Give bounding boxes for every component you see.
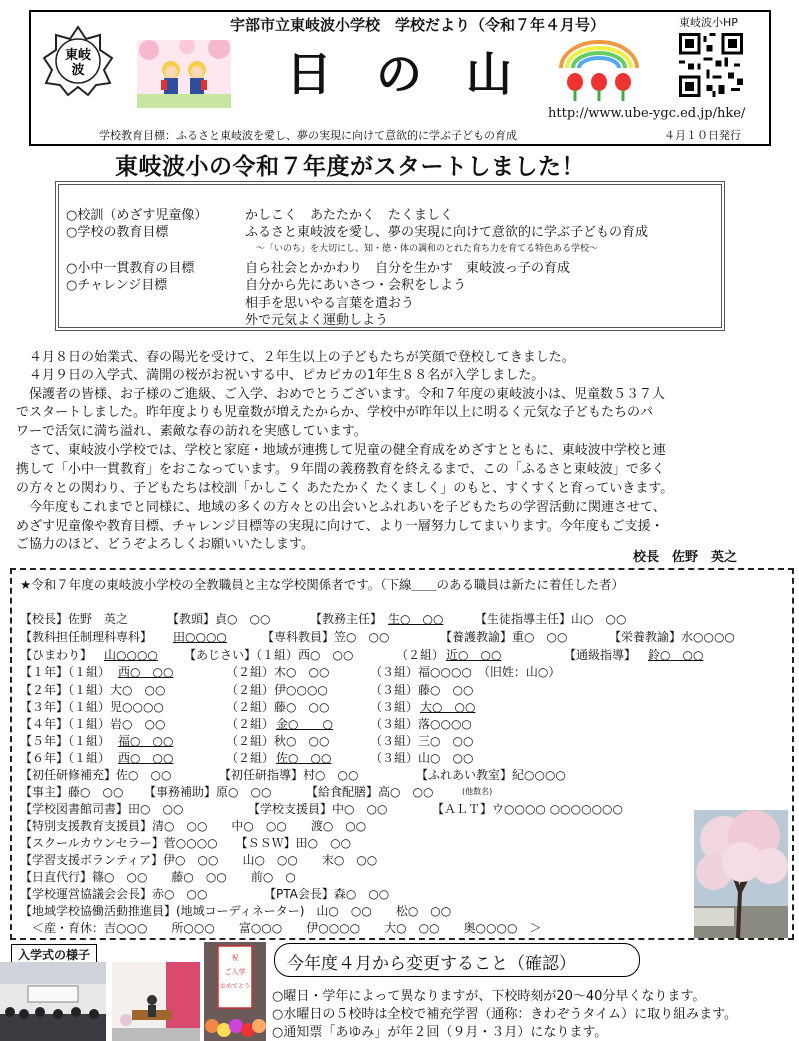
ceremony-label: 入学式の様子	[11, 944, 97, 965]
homepage-label: 東岐波小HP	[679, 16, 738, 29]
staff-entry-new: 近○ ○○	[446, 648, 502, 662]
staff-entry-new: 西○ ○○	[118, 751, 174, 765]
staff-entry: 【ひまわり】	[20, 648, 93, 662]
staff-entry: 【１年】（１組）	[20, 665, 111, 679]
unified-goal: 自ら社会とかかわり 自分を生かす 東岐波っ子の育成	[245, 261, 571, 276]
staff-note: (他数名)	[462, 787, 493, 796]
svg-text:祝: 祝	[231, 954, 239, 962]
body-line: めざす児童像や教育目標、チャレンジ目標等の実現に向けて、より一層努力してまいります。今年度もご支援・	[16, 519, 664, 534]
change-item: ○曜日・学年によって異なりますが、下校時刻が20～40分早くなります。	[272, 989, 706, 1004]
staff-entry: 【校長】佐野 英之	[20, 612, 129, 626]
body-line: でスタートしました。昨年度よりも児童数が増えたからか、学校中が昨年以上に明るく元気な子どもたちのパ	[16, 405, 654, 420]
svg-text:東岐: 東岐	[64, 48, 92, 63]
staff-entry: （３組）落○○○○	[370, 717, 472, 731]
staff-entry: 【教科担任制理科専科】	[20, 630, 153, 644]
issue-date: ４月１０日発行	[664, 129, 741, 142]
headline: 東岐波小の令和７年度がスタートしました！	[115, 154, 585, 180]
staff-entry: 【専科教員】笠○ ○○	[262, 630, 390, 644]
staff-entry: （２組）秋○ ○○	[226, 734, 330, 748]
staff-entry: 【日直代行】篠○ ○○ 藤○ ○○ 前○ ○	[20, 870, 296, 884]
staff-entry: 【５年】（１組）	[20, 734, 111, 748]
staff-entry-new: 山○○○○	[104, 648, 158, 662]
school-goal-line: 学校教育目標：ふるさと東岐波を愛し、夢の実現に向けて意欲的に学ぶ子どもの育成	[99, 129, 517, 142]
body-line: ４月９日の入学式、満開の桜がお祝いする中、ピカピカの1年生８８名が入学しました。	[16, 368, 545, 383]
school-url[interactable]: http://www.ube-ygc.ed.jp/hke/	[548, 106, 746, 121]
staff-entry: （２組）木○ ○○	[226, 665, 330, 679]
staff-entry: 【栄養教諭】水○○○○	[609, 630, 735, 644]
body-line: 保護者の皆様、お子様のご進級、ご入学、おめでとうございます。令和７年度の東岐波小は、児童数５３７人	[16, 387, 665, 402]
staff-entry: 【学校支援員】中○ ○○	[248, 802, 388, 816]
staff-entry: 【学習支援ボランティア】伊○ ○○ 山○ ○○ 末○ ○○	[20, 853, 378, 867]
celebration-sign-photo	[204, 942, 266, 1041]
staff-entry: 【地域学校協働活動推進員】(地域コーディネーター) 山○ ○○ 松○ ○○	[20, 904, 452, 918]
publisher-line: 宇部市立東岐波小学校 学校だより（令和７年４月号）	[230, 16, 606, 34]
staff-entry-new: 佐○ ○○	[276, 751, 332, 765]
staff-entry: 【６年】（１組）	[20, 751, 111, 765]
school-goal: ふるさと東岐波を愛し、夢の実現に向けて意欲的に学ぶ子どもの育成	[245, 225, 649, 240]
staff-entry: （２組）	[396, 648, 445, 662]
svg-text:ご入学: ご入学	[224, 968, 246, 976]
body-line: の方々との関わり、子どもたちは校訓「かしこく あたたかく たくましく」のもと、すくすくと育っていきます。	[16, 481, 674, 496]
body-line: 今年度もこれまでと同様に、地域の多くの方々との出会いとふれあいを子どもたちの学習活動に関連させて、	[16, 500, 666, 515]
staff-entry: 【ＡＬＴ】ウ○○○○ ○○○○○○○	[432, 802, 623, 816]
unified-label: ○小中一貫教育の目標	[66, 261, 195, 276]
challenge-item: 外で元気よく運動しよう	[245, 313, 389, 328]
svg-text:おめでとう: おめでとう	[219, 983, 251, 990]
challenge-item: 相手を思いやる言葉を遣おう	[245, 296, 415, 311]
motto: かしこく あたたかく たくましく	[245, 208, 454, 223]
staff-entry: （３組）藤○ ○○	[370, 683, 474, 697]
staff-entry: 【初任研修補充】佐○ ○○	[20, 768, 172, 782]
principal-signature: 校長 佐野 英之	[633, 550, 738, 565]
staff-entry: （２組）	[226, 717, 275, 731]
motto-label: ○校訓（めざす児童像）	[66, 208, 208, 223]
entrance-ceremony-photo	[0, 962, 106, 1041]
staff-entry: 【初任研指導】村○ ○○	[219, 768, 359, 782]
body-line: さて、東岐波小学校では、学校と家庭・地域が連携して児童の健全育成をめざすとともに、東岐波中学校と連	[16, 443, 666, 458]
staff-entry: （２組）藤○ ○○	[226, 700, 330, 714]
challenge-item: 自分から先にあいさつ・会釈をしよう	[245, 278, 467, 293]
staff-entry: （２組）伊○○○○	[226, 683, 328, 697]
staff-entry-new: 鈴○ ○○	[648, 648, 704, 662]
change-item: ○通知票「あゆみ」が年２回（９月・３月）になります。	[272, 1025, 608, 1040]
staff-entry: 【生徒指導主任】山○ ○○	[475, 612, 627, 626]
staff-entry: （３組）	[370, 700, 419, 714]
staff-entry: 【あじさい】（１組）西○ ○○	[184, 648, 354, 662]
staff-entry: 【PTA会長】森○ ○○	[264, 887, 390, 901]
staff-entry-new: 大○ ○○	[420, 700, 476, 714]
staff-entry: 【スクールカウンセラー】菅○○○○ 【ＳＳＷ】田○ ○○	[20, 836, 352, 850]
changes-title: 今年度４月から変更すること（確認）	[287, 954, 576, 974]
staff-entry: 【教頭】貞○ ○○	[167, 612, 271, 626]
staff-entry: （２組）	[226, 751, 275, 765]
school-goal-label: ○学校の教育目標	[66, 225, 169, 240]
staff-entry: 【通級指導】	[564, 648, 637, 662]
staff-entry: 【教務主任】	[310, 612, 383, 626]
staff-entry-new: 田○○○○	[173, 630, 227, 644]
staff-entry: 【事主】藤○ ○○	[20, 785, 124, 799]
body-line: ご協力のほど、どうぞよろしくお願いいたします。	[16, 537, 314, 552]
staff-intro: ★令和７年度の東岐波小学校の全教職員と主な学校関係者です。（下線＿＿のある職員は新たに着任した者）	[20, 577, 624, 592]
challenge-label: ○チャレンジ目標	[66, 278, 168, 293]
staff-entry: 【養護教諭】重○ ○○	[440, 630, 568, 644]
body-line: 携して「小中一貫教育」をおこなっています。９年間の義務教育を終えるまで、この「ふるさと東岐波」で多く	[16, 462, 665, 477]
qr-code[interactable]	[679, 33, 743, 97]
staff-entry: 【給食配膳】高○ ○○	[306, 785, 434, 799]
cherry-tree-photo	[694, 810, 788, 938]
svg-text:波: 波	[71, 63, 85, 78]
staff-entry: 【学校運営協議会会長】赤○ ○○	[20, 887, 208, 901]
change-item: ○水曜日の５校時は全校で補充学習（通称：きわぞうタイム）に取り組みます。	[272, 1007, 738, 1022]
school-emblem	[42, 25, 114, 97]
students-illustration	[137, 40, 231, 108]
staff-entry-new: 金○ ○	[276, 717, 333, 731]
staff-entry: （３組）山○ ○○	[370, 751, 474, 765]
staff-entry: （３組）福○○○○ （旧姓：山○）	[370, 665, 561, 679]
staff-entry: 【４年】（１組）岩○ ○○	[20, 717, 166, 731]
staff-entry: 【特別支援教育支援員】清○ ○○ 中○ ○○ 渡○ ○○	[20, 819, 367, 833]
staff-entry: ＜産・育休：吉○○○ 所○○○ 富○○○ 伊○○○○ 大○ ○○ 奥○○○○ ＞	[32, 921, 542, 935]
staff-entry: 【２年】（１組）大○ ○○	[20, 683, 166, 697]
staff-entry: 【ふれあい教室】紀○○○○	[416, 768, 566, 782]
newsletter-title: 日 の 山	[286, 47, 527, 101]
staff-entry: 【学校図書館司書】田○ ○○	[20, 802, 184, 816]
staff-entry: （３組）三○ ○○	[370, 734, 474, 748]
staff-entry-new: 西○ ○○	[118, 665, 174, 679]
body-line: ４月８日の始業式、春の陽光を受けて、２年生以上の子どもたちが笑顔で登校してきました。	[16, 350, 575, 365]
staff-entry-new: 生○ ○○	[388, 612, 444, 626]
staff-entry-new: 福○ ○○	[118, 734, 174, 748]
body-line: ワーで活気に満ち溢れ、素敵な春の訪れを実感しています。	[16, 424, 367, 439]
staff-entry: 【事務補助】原○ ○○	[144, 785, 272, 799]
school-goal-sub: ～「いのち」を大切にし、知・徳・体の調和のとれた育ち力を育てる特色ある学校～	[256, 244, 599, 254]
rainbow-tulip-illustration	[557, 38, 641, 102]
entrance-ceremony-stage-photo	[112, 962, 200, 1041]
staff-entry: 【３年】（１組）児○○○○	[20, 700, 164, 714]
